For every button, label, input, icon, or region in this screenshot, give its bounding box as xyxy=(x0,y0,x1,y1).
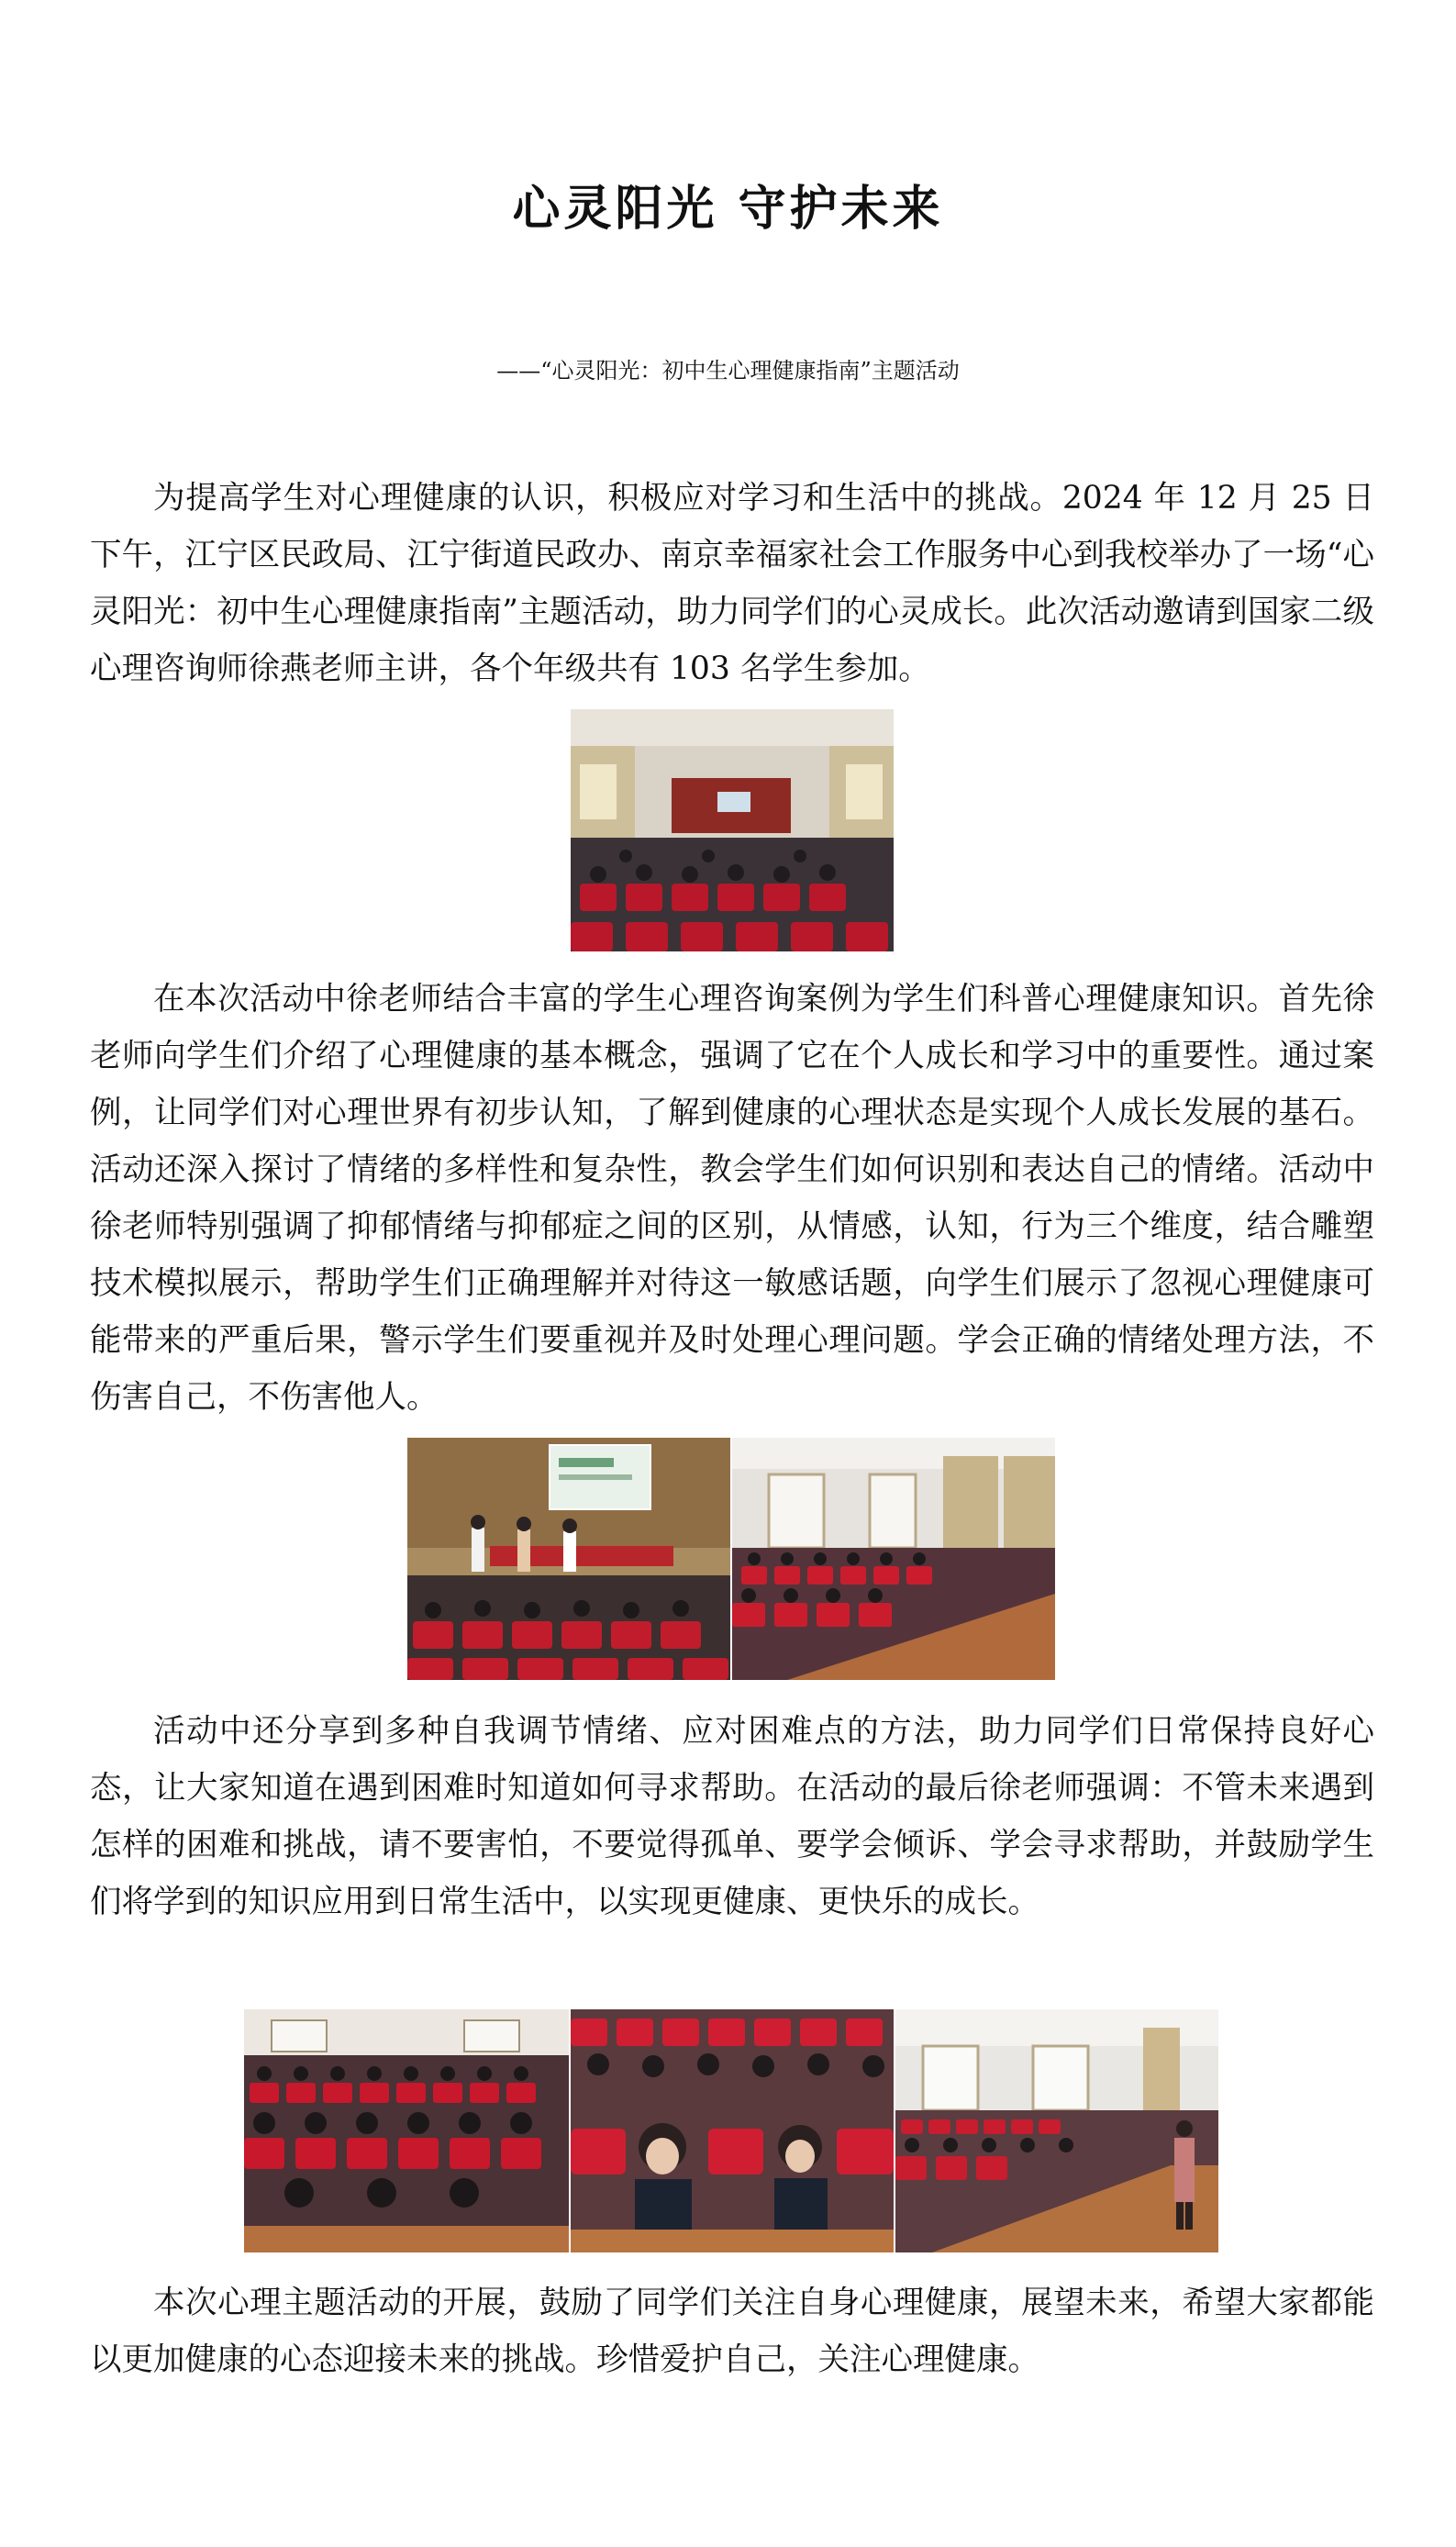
paragraph-methods: 活动中还分享到多种自我调节情绪、应对困难点的方法，助力同学们日常保持良好心态，让大家知道在遇到困难时知道如何寻求帮助。在活动的最后徐老师强调：不管未来遇到怎样的困难和挑战，请不要害怕，不要觉得孤单、要学会倾诉、学会寻求帮助，并鼓励学生们将学到的知识应用到日常生活中，以实现更健康、更快乐的成长。 xyxy=(90,1713,1374,1920)
photo-students-closeup xyxy=(571,2009,894,2252)
photo-teacher-speaking xyxy=(895,2009,1218,2252)
paragraph-intro: 为提高学生对心理健康的认识，积极应对学习和生活中的挑战。2024 年 12 月 25 日下午，江宁区民政局、江宁街道民政办、南京幸福家社会工作服务中心到我校举办了一场“心灵阳光：初中生心理健康指南”主题活动，助力同学们的心灵成长。此次活动邀请到国家二级心理咨询师徐燕老师主讲，各个年级共有 103 名学生参加。 xyxy=(90,480,1374,687)
photo-students-rows xyxy=(244,2009,569,2252)
photo-teacher-presentation xyxy=(407,1438,730,1680)
photo-auditorium-overview xyxy=(571,709,894,951)
photo-students-seated xyxy=(732,1438,1055,1680)
paragraph-content: 在本次活动中徐老师结合丰富的学生心理咨询案例为学生们科普心理健康知识。首先徐老师向学生们介绍了心理健康的基本概念，强调了它在个人成长和学习中的重要性。通过案例，让同学们对心理世界有初步认知，了解到健康的心理状态是实现个人成长发展的基石。活动还深入探讨了情绪的多样性和复杂性，教会学生们如何识别和表达自己的情绪。活动中徐老师特别强调了抑郁情绪与抑郁症之间的区别，从情感，认知，行为三个维度，结合雕塑技术模拟展示，帮助学生们正确理解并对待这一敏感话题，向学生们展示了忽视心理健康可能带来的严重后果，警示学生们要重视并及时处理心理问题。学会正确的情绪处理方法，不伤害自己，不伤害他人。 xyxy=(90,981,1374,1416)
article-title: 心灵阳光 守护未来 xyxy=(512,181,944,237)
paragraph-conclusion: 本次心理主题活动的开展，鼓励了同学们关注自身心理健康，展望未来，希望大家都能以更加健康的心态迎接未来的挑战。珍惜爱护自己，关注心理健康。 xyxy=(90,2285,1374,2378)
article-subtitle: ——“心灵阳光：初中生心理健康指南”主题活动 xyxy=(496,358,960,384)
